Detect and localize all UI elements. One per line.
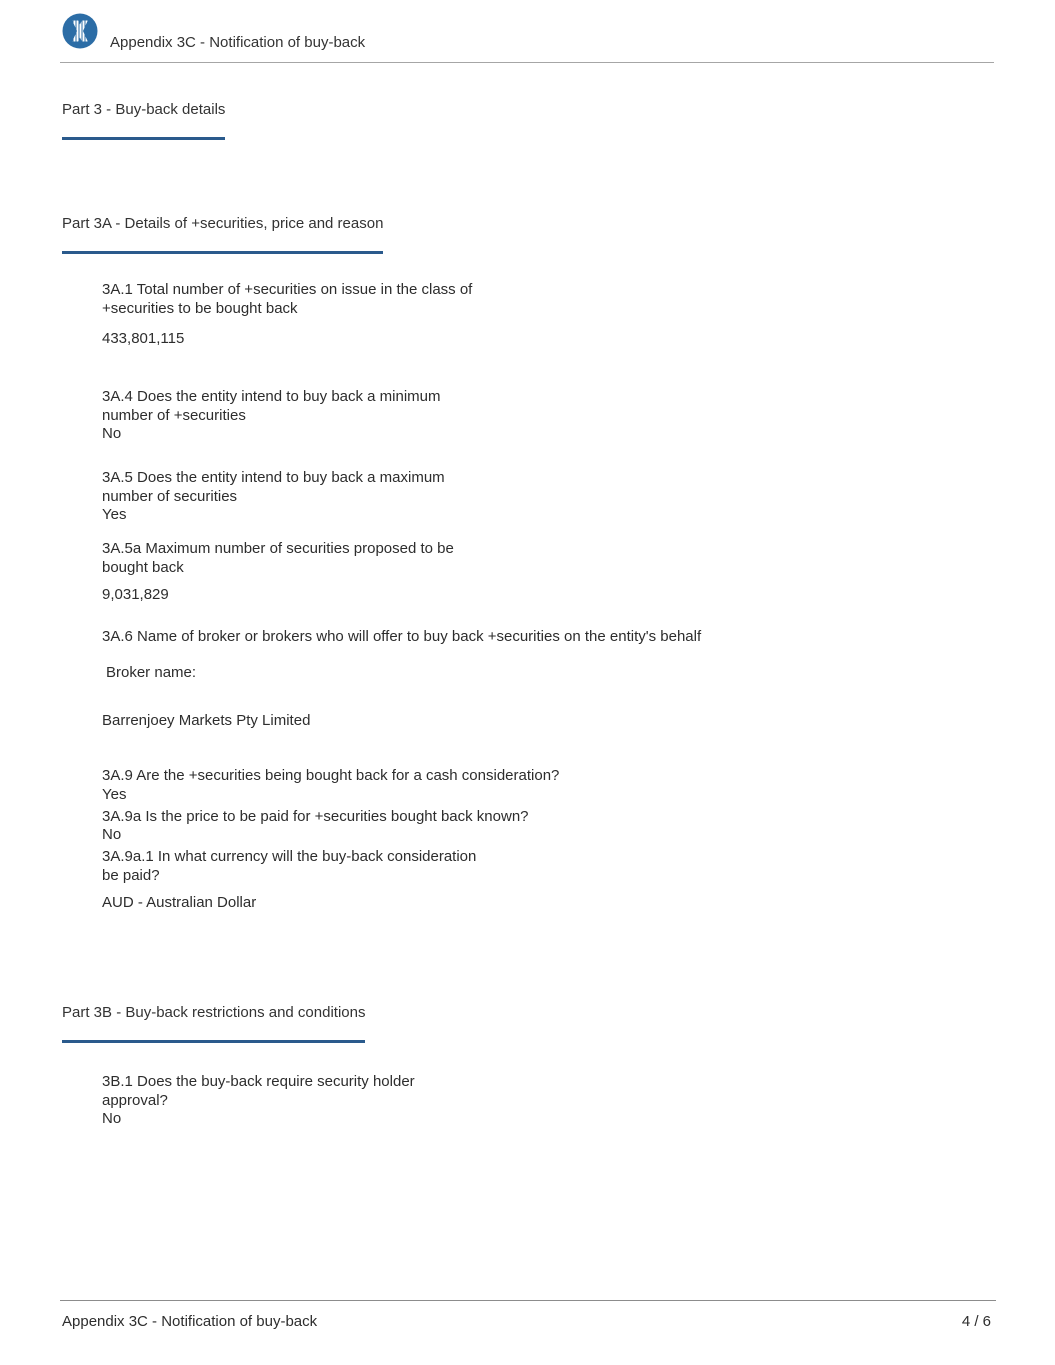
footer (62, 1313, 991, 1331)
question-3a4 (102, 388, 441, 444)
question-text: 3A.9 Are the +securities being bought back for a cash consideration? (102, 767, 560, 784)
answer-value: 9,031,829 (102, 586, 169, 603)
answer-value: Yes (102, 506, 127, 523)
question-text: approval? (102, 1091, 168, 1109)
question-text: be paid? (102, 866, 160, 884)
section-heading-part3: Part 3 - Buy-back details (62, 101, 225, 140)
answer-value: No (102, 425, 122, 442)
question-3b1 (102, 1073, 415, 1129)
section-heading-part3a: Part 3A - Details of +securities, price and reason (62, 215, 383, 254)
question-text: 3A.1 Total number of +securities on issue in the class of (102, 281, 473, 298)
footer-page-indicator: 4 / 6 (961, 1313, 991, 1330)
answer-value: Yes (102, 785, 127, 803)
answer-value: No (102, 1110, 122, 1127)
answer-value: 433,801,115 (102, 330, 185, 347)
question-text: 3A.5 Does the entity intend to buy back a maximum (102, 469, 445, 486)
question-text: bought back (102, 558, 184, 576)
header-title: Appendix 3C - Notification of buy-back (110, 34, 366, 51)
header-divider (60, 62, 994, 63)
section-heading-part3b: Part 3B - Buy-back restrictions and conditions (62, 1004, 365, 1043)
question-3a1 (102, 281, 472, 349)
footer-doc-title: Appendix 3C - Notification of buy-back (62, 1313, 318, 1330)
question-text: 3A.6 Name of broker or brokers who will offer to buy back +securities on the entity's behalf (102, 628, 702, 645)
answer-value: AUD - Australian Dollar (102, 894, 257, 911)
broker-name-value: Barrenjoey Markets Pty Limited (102, 712, 311, 729)
question-group-3a9 (102, 767, 559, 913)
question-text: 3A.9a Is the price to be paid for +securities bought back known? (102, 807, 529, 825)
answer-value: No (102, 826, 122, 843)
broker-name-label: Broker name: (106, 664, 197, 681)
question-3a6 (102, 628, 701, 647)
question-text: 3A.9a.1 In what currency will the buy-back consideration (102, 848, 477, 865)
asx-logo-icon (62, 13, 98, 49)
question-text: 3A.5a Maximum number of securities proposed to be (102, 540, 454, 557)
question-text: 3B.1 Does the buy-back require security holder (102, 1073, 415, 1090)
question-text: +securities to be bought back (102, 299, 298, 317)
question-text: number of securities (102, 487, 238, 505)
question-text: number of +securities (102, 406, 246, 424)
question-3a5 (102, 469, 445, 525)
question-3a5a (102, 540, 454, 605)
question-text: 3A.4 Does the entity intend to buy back a minimum (102, 388, 441, 405)
footer-divider (60, 1300, 996, 1301)
